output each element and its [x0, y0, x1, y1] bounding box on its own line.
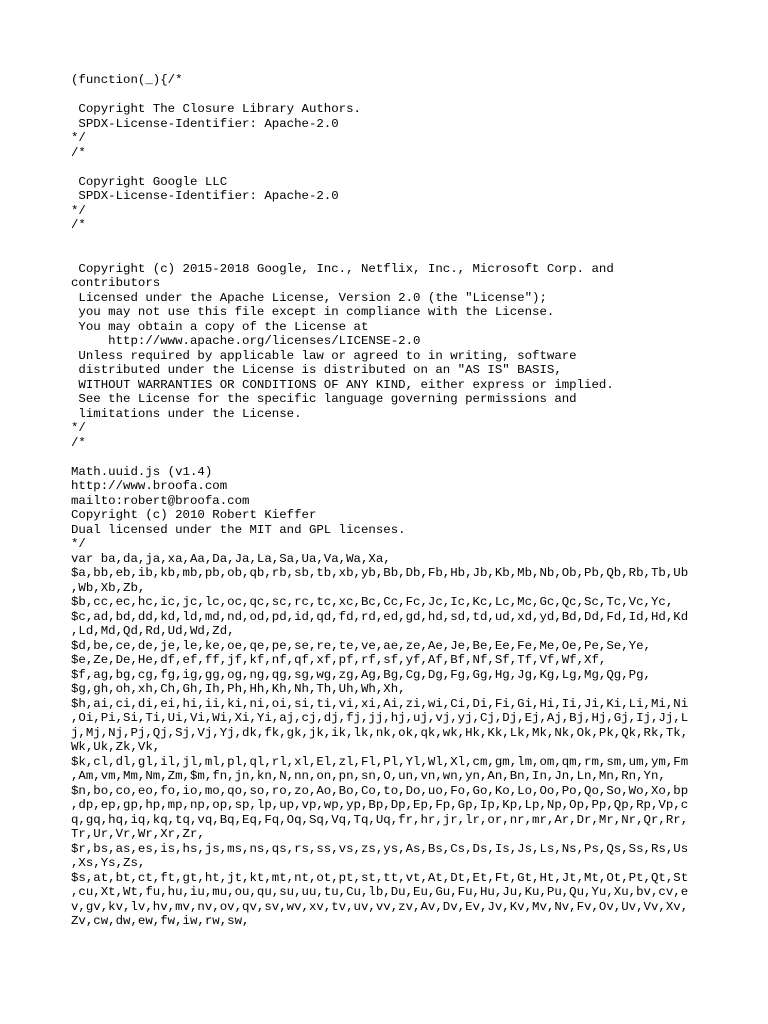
code-line: $c,ad,bd,dd,kd,ld,md,nd,od,pd,id,qd,fd,rd,ed,gd,hd,sd,td,ud,xd,yd,Bd,Dd,Fd,Id,Hd,Kd	[71, 609, 689, 624]
code-line: ,Wb,Xb,Zb,	[71, 580, 146, 595]
code-line	[71, 450, 701, 465]
code-line: distributed under the License is distributed on an "AS IS" BASIS,	[71, 363, 562, 377]
code-line: */	[71, 537, 86, 551]
source-code-text	[71, 73, 701, 929]
code-line: */	[71, 203, 86, 218]
code-line: /*	[71, 435, 86, 450]
code-line: $a,bb,eb,ib,kb,mb,pb,ob,qb,rb,sb,tb,xb,yb,Bb,Db,Fb,Hb,Jb,Kb,Mb,Nb,Ob,Pb,Qb,Rb,Tb,Ub	[71, 566, 689, 580]
code-line	[71, 88, 701, 103]
code-line: Wk,Uk,Zk,Vk,	[71, 740, 161, 754]
code-line: (function(_){/*	[71, 73, 183, 87]
code-line: SPDX-License-Identifier: Apache-2.0	[71, 116, 339, 131]
code-line: ,dp,ep,gp,hp,mp,np,op,sp,lp,up,vp,wp,yp,Bp,Dp,Ep,Fp,Gp,Ip,Kp,Lp,Np,Op,Pp,Qp,Rp,Vp,c	[71, 798, 689, 812]
code-line: ,Ld,Md,Qd,Rd,Ud,Wd,Zd,	[71, 624, 235, 638]
code-line: $s,at,bt,ct,ft,gt,ht,jt,kt,mt,nt,ot,pt,st,tt,vt,At,Dt,Et,Ft,Gt,Ht,Jt,Mt,Ot,Pt,Qt,St	[71, 870, 689, 885]
code-line: ,Xs,Ys,Zs,	[71, 856, 146, 870]
code-line: http://www.apache.org/licenses/LICENSE-2.0	[71, 334, 421, 348]
code-line: ,cu,Xt,Wt,fu,hu,iu,mu,ou,qu,su,uu,tu,Cu,lb,Du,Eu,Gu,Fu,Hu,Ju,Ku,Pu,Qu,Yu,Xu,bv,cv,e	[71, 885, 689, 899]
code-line: $b,cc,ec,hc,ic,jc,lc,oc,qc,sc,rc,tc,xc,Bc,Cc,Fc,Jc,Ic,Kc,Lc,Mc,Gc,Qc,Sc,Tc,Vc,Yc,	[71, 595, 674, 609]
code-line: limitations under the License.	[71, 406, 302, 421]
code-line: /*	[71, 145, 86, 160]
code-line: mailto:robert@broofa.com	[71, 493, 250, 508]
code-line	[71, 160, 701, 175]
code-line: $f,ag,bg,cg,fg,ig,gg,og,ng,qg,sg,wg,zg,Ag,Bg,Cg,Dg,Fg,Gg,Hg,Jg,Kg,Lg,Mg,Qg,Pg,	[71, 667, 651, 682]
code-line: SPDX-License-Identifier: Apache-2.0	[71, 189, 339, 203]
code-line: /*	[71, 218, 86, 232]
code-line: $e,Ze,De,He,df,ef,ff,jf,kf,nf,qf,xf,pf,rf,sf,yf,Af,Bf,Nf,Sf,Tf,Vf,Wf,Xf,	[71, 653, 607, 667]
code-line: you may not use this file except in compliance with the License.	[71, 305, 555, 319]
code-line	[71, 233, 701, 248]
code-line: q,gq,hq,iq,kq,tq,vq,Bq,Eq,Fq,Oq,Sq,Vq,Tq,Uq,fr,hr,jr,lr,or,nr,mr,Ar,Dr,Mr,Nr,Qr,Rr,	[71, 812, 689, 827]
code-line: $k,cl,dl,gl,il,jl,ml,pl,ql,rl,xl,El,zl,Fl,Pl,Yl,Wl,Xl,cm,gm,lm,om,qm,rm,sm,um,ym,Fm	[71, 754, 689, 769]
code-line: WITHOUT WARRANTIES OR CONDITIONS OF ANY KIND, either express or implied.	[71, 377, 614, 392]
code-line: Math.uuid.js (v1.4)	[71, 464, 213, 479]
code-line: */	[71, 131, 86, 145]
code-line: $r,bs,as,es,is,hs,js,ms,ns,qs,rs,ss,vs,zs,ys,As,Bs,Cs,Ds,Is,Js,Ls,Ns,Ps,Qs,Ss,Rs,Us	[71, 841, 689, 856]
code-line: */	[71, 421, 86, 435]
code-line: ,Oi,Pi,Si,Ti,Ui,Vi,Wi,Xi,Yi,aj,cj,dj,fj,jj,hj,uj,vj,yj,Cj,Dj,Ej,Aj,Bj,Hj,Gj,Ij,Jj,L	[71, 711, 689, 725]
code-line: $n,bo,co,eo,fo,io,mo,qo,so,ro,zo,Ao,Bo,Co,to,Do,uo,Fo,Go,Ko,Lo,Oo,Po,Qo,So,Wo,Xo,bp	[71, 783, 689, 798]
code-line: You may obtain a copy of the License at	[71, 319, 369, 334]
code-line: Zv,cw,dw,ew,fw,iw,rw,sw,	[71, 914, 250, 928]
code-line: ,Am,vm,Mm,Nm,Zm,$m,fn,jn,kn,N,nn,on,pn,sn,O,un,vn,wn,yn,An,Bn,In,Jn,Ln,Mn,Rn,Yn,	[71, 769, 666, 783]
code-line: Licensed under the Apache License, Version 2.0 (the "License");	[71, 290, 547, 305]
code-line: contributors	[71, 276, 161, 290]
code-line: Copyright The Closure Library Authors.	[71, 102, 361, 116]
code-line: Copyright Google LLC	[71, 174, 228, 189]
code-line: Dual licensed under the MIT and GPL licenses.	[71, 522, 406, 537]
code-line: Copyright (c) 2015-2018 Google, Inc., Netflix, Inc., Microsoft Corp. and	[71, 261, 614, 276]
code-line: $d,be,ce,de,je,le,ke,oe,qe,pe,se,re,te,ve,ae,ze,Ae,Je,Be,Ee,Fe,Me,Oe,Pe,Se,Ye,	[71, 638, 651, 653]
code-line: See the License for the specific language governing permissions and	[71, 392, 577, 406]
code-line: Tr,Ur,Vr,Wr,Xr,Zr,	[71, 827, 205, 841]
code-line: Unless required by applicable law or agreed to in writing, software	[71, 348, 577, 363]
code-line: var ba,da,ja,xa,Aa,Da,Ja,La,Sa,Ua,Va,Wa,Xa,	[71, 551, 391, 566]
code-line	[71, 247, 701, 262]
code-line: Copyright (c) 2010 Robert Kieffer	[71, 508, 317, 522]
code-line: j,Mj,Nj,Pj,Qj,Sj,Vj,Yj,dk,fk,gk,jk,ik,lk,nk,ok,qk,wk,Hk,Kk,Lk,Mk,Nk,Ok,Pk,Qk,Rk,Tk,	[71, 725, 689, 740]
code-line: $h,ai,ci,di,ei,hi,ii,ki,ni,oi,si,ti,vi,xi,Ai,zi,wi,Ci,Di,Fi,Gi,Hi,Ii,Ji,Ki,Li,Mi,Ni	[71, 696, 689, 711]
code-line: v,gv,kv,lv,hv,mv,nv,ov,qv,sv,wv,xv,tv,uv,vv,zv,Av,Dv,Ev,Jv,Kv,Mv,Nv,Fv,Ov,Uv,Vv,Xv,	[71, 899, 689, 914]
code-line: http://www.broofa.com	[71, 479, 228, 493]
code-line: $g,gh,oh,xh,Ch,Gh,Ih,Ph,Hh,Kh,Nh,Th,Uh,Wh,Xh,	[71, 682, 406, 696]
